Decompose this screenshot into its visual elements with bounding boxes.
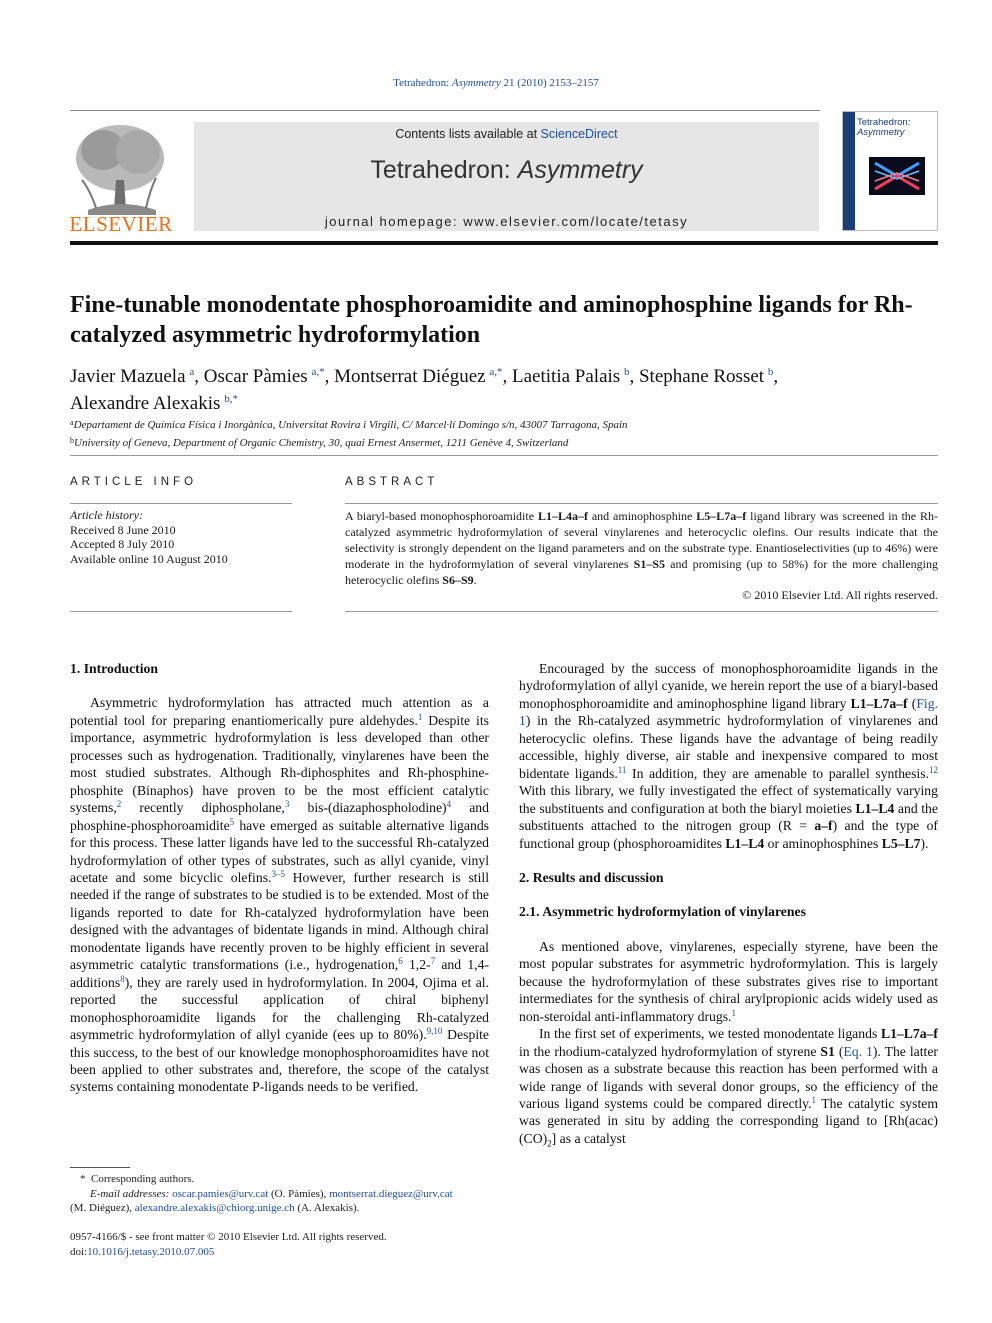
text-run: With this library, we fully investigated the effect of systematically varying the substituents and configuration at both the biaryl moieties xyxy=(519,783,938,816)
journal-title-plain: Tetrahedron: xyxy=(370,156,518,184)
author-name: Stephane Rosset xyxy=(638,366,765,387)
article-info-bottom-rule xyxy=(70,611,292,612)
text-run: recently diphospholane, xyxy=(121,800,285,816)
accepted-date: Accepted 8 July 2010 xyxy=(70,537,175,552)
text-run: bis-(diazaphospholodine) xyxy=(289,800,447,816)
text-run: ). The latter was chosen as a substrate because this reaction has been performed with a wide range of ligands with several donor groups, so the efficiency of the various ligand systems could be compared directly. xyxy=(519,1043,938,1111)
text-run: However, further research is still needed if the range of substrates to be studied is to be extended. Most of the ligands reported to date for Rh-catalyzed hydroformylation have been designed with the advantages of bidentate ligands in mind. Although chiral monodentate ligands have recently proven to be highly efficient in several asymmetric catalytic transformations (i.e., hydrogenation, xyxy=(70,869,489,973)
citation-reference[interactable]: 5 xyxy=(229,816,235,827)
cover-strip xyxy=(843,112,855,231)
doi-link[interactable]: 10.1016/j.tetasy.2010.07.005 xyxy=(87,1245,215,1258)
author-name: Oscar Pàmies xyxy=(203,366,308,387)
citation-reference[interactable]: 1 xyxy=(811,1094,817,1105)
page-footer xyxy=(70,1230,489,1259)
author-affiliation-mark[interactable]: a,* xyxy=(311,366,325,378)
citation-journal: Tetrahedron: xyxy=(393,77,452,89)
citation-reference[interactable]: 3–5 xyxy=(271,868,285,879)
text-run: The catalytic system was generated in situ by adding the corresponding ligand to [Rh(acac)(CO) xyxy=(519,1095,938,1146)
cover-title xyxy=(857,118,937,138)
cover-molecule-graphic-icon xyxy=(869,157,925,195)
contents-line xyxy=(194,127,819,141)
author-affiliation-mark[interactable]: a xyxy=(189,366,195,378)
left-column xyxy=(70,660,489,1096)
citation-reference[interactable]: 6 xyxy=(398,956,403,967)
corresponding-line xyxy=(70,1172,489,1187)
citation-reference[interactable]: 1 xyxy=(731,1007,736,1018)
text-run: Despite its importance, asymmetric hydroformylation is less developed than other processes such as hydrogenation. Traditionally, vinylarenes have been the most studied substrates. Although Rh-diphosphites and Rh-phosphine-phosphite (Binaphos) have proven to be the most efficient catalytic systems, xyxy=(70,712,489,816)
compound-label: a–f xyxy=(814,818,833,834)
doi-line xyxy=(70,1245,489,1260)
abstract-bold: S6–S9 xyxy=(442,573,474,587)
author-affiliation-mark[interactable]: a,* xyxy=(489,366,503,378)
online-date: Available online 10 August 2010 xyxy=(70,551,228,566)
journal-title-italic: Asymmetry xyxy=(517,156,643,184)
cover-title-line2: Asymmetry xyxy=(857,127,905,138)
text-run: and phosphine-phosphoroamidite xyxy=(70,800,489,833)
journal-homepage[interactable]: journal homepage: www.elsevier.com/locate/tetasy xyxy=(324,214,689,229)
journal-banner xyxy=(194,122,819,231)
email-link-dieguez[interactable]: montserrat.dieguez@urv.cat xyxy=(329,1187,453,1200)
journal-citation[interactable] xyxy=(0,77,992,89)
article-title: Fine-tunable monodentate phosphoroamidite and aminophosphine ligands for Rh-catalyzed asymmetric hydroformylation xyxy=(70,292,913,348)
email-line-2 xyxy=(70,1201,489,1216)
citation-journal-italic: Asymmetry xyxy=(451,77,501,89)
citation-reference[interactable]: 8 xyxy=(120,973,125,984)
text-run: and the substituents attached to the nitrogen group (R = xyxy=(519,800,938,834)
header-top-rule xyxy=(70,110,820,111)
citation-reference[interactable]: 7 xyxy=(430,956,436,967)
citation-reference[interactable]: 3 xyxy=(284,799,290,810)
introduction-paragraph xyxy=(70,694,489,1095)
results-paragraph xyxy=(519,1025,938,1153)
introduction-paragraph xyxy=(519,660,938,852)
abstract-run: A biaryl-based monophosphoroamidite xyxy=(345,509,538,523)
section-heading-results: 2. Results and discussion xyxy=(519,869,664,885)
author-affiliation-mark[interactable]: b xyxy=(767,366,774,378)
affiliation-mark: a xyxy=(70,418,74,427)
email-line xyxy=(70,1187,489,1202)
corresponding-label: Corresponding authors. xyxy=(91,1173,195,1185)
text-run: ). xyxy=(920,835,929,851)
article-info-label: ARTICLE INFO xyxy=(70,476,198,488)
section-rule xyxy=(70,455,938,456)
affiliations xyxy=(70,415,930,451)
figure-reference-link[interactable]: Eq. 1 xyxy=(843,1043,873,1059)
author-separator: , xyxy=(773,366,779,387)
corresponding-authors-footnote xyxy=(70,1172,489,1216)
affiliation-mark: b xyxy=(70,436,74,445)
doi-label: doi: xyxy=(70,1245,88,1258)
text-run: Despite this success, to the best of our knowledge monophosphoroamidites have not been applied to other substrates and, therefore, the scope of the catalyst systems containing monodentate P-ligands needs to be verified. xyxy=(70,1027,489,1095)
citation-reference[interactable]: 4 xyxy=(446,799,452,810)
compound-label: L1–L4 xyxy=(725,835,765,851)
text-run: ( xyxy=(834,1043,844,1059)
text-run: ) in the Rh-catalyzed asymmetric hydroformylation of vinylarenes and heterocyclic olefins. These ligands have the advantage of being readily accessible, highly diverse, air stable and inexpensive compared to most bidentate ligands. xyxy=(519,713,938,781)
author-name: Laetitia Palais xyxy=(512,366,621,387)
affiliation-text: Departament de Química Física i Inorgànica, Universitat Rovira i Virgili, C/ Marcel·lí Domingo s/n, 43007 Tarragona, Spain xyxy=(73,419,628,431)
abstract-run: and promising (up to 58%) for the more challenging heterocyclic olefins xyxy=(345,557,939,587)
issn-line: 0957-4166/$ - see front matter © 2010 Elsevier Ltd. All rights reserved. xyxy=(70,1231,387,1243)
abstract-label: ABSTRACT xyxy=(345,476,439,488)
abstract-run: ligand library was screened in the Rh-catalyzed asymmetric hydroformylation of several vinylarenes and heterocyclic olefins. Our results indicate that the selectivity is strongly dependent on the ligand parameters and on the substrate type. Enantioselectivities (up to 46%) were moderate in the hydroformylation of several vinylarenes xyxy=(345,509,938,571)
cover-page xyxy=(855,112,938,231)
journal-title xyxy=(194,156,819,185)
email-label: E-mail addresses: xyxy=(90,1187,173,1200)
history-label: Article history: xyxy=(70,508,143,522)
compound-label: L1–L4 xyxy=(855,800,895,816)
right-column xyxy=(519,660,938,1153)
author-list xyxy=(70,361,930,415)
cover-title-line1: Tetrahedron: xyxy=(857,117,911,128)
text-run: in the rhodium-catalyzed hydroformylation of styrene xyxy=(519,1043,821,1059)
footnote-rule xyxy=(70,1167,130,1168)
email-owner: (M. Diéguez), xyxy=(70,1202,135,1214)
text-run: ) and the type of functional group (phosphoroamidites xyxy=(519,818,938,851)
email-link-pamies[interactable]: oscar.pamies@urv.cat xyxy=(172,1187,269,1200)
header-thick-rule xyxy=(70,241,938,245)
text-run: As mentioned above, vinylarenes, especially styrene, have been the most popular substrates for asymmetric hydroformylation. This is largely because the hydroformylation of these substrates gives rise to important intermediates for the synthesis of chiral arylpropionic acids widely used as non-steroidal anti-inflammatory drugs. xyxy=(519,938,938,1024)
citation-reference[interactable]: 1 xyxy=(417,711,423,722)
citation-reference[interactable]: 11 xyxy=(617,764,627,775)
text-run: ), they are rarely used in hydroformylation. In 2004, Ojima et al. reported the successful application of chiral biphenyl monophosphoroamidite ligands for the challenging Rh-catalyzed asymmetric hydroformylation of allyl cyanide (ees up to 80%). xyxy=(70,974,489,1043)
citation-volume: 21 (2010) 2153–2157 xyxy=(500,77,599,89)
text-run: and 1,4-additions xyxy=(70,957,490,990)
compound-label: L1–L7a–f xyxy=(880,1026,938,1042)
subsection-heading-vinylarenes: 2.1. Asymmetric hydroformylation of vinylarenes xyxy=(519,904,806,920)
text-run: Encouraged by the success of monophosphoroamidite ligands in the hydroformylation of allyl cyanide, we herein report the use of a biaryl-based monophosphoroamidite and aminophosphine ligand library xyxy=(519,661,938,711)
author-separator: , xyxy=(324,366,335,387)
affiliation-text: University of Geneva, Department of Organic Chemistry, 30, quai Ernest Ansermet, 1211 Genève 4, Switzerland xyxy=(74,437,569,449)
text-run: 1,2- xyxy=(402,957,431,973)
text-run: have emerged as suitable alternative ligands for this process. These latter ligands have led to the successful Rh-catalyzed hydroformylation of other types of substrates, such as allyl cyanide, vinyl acetate and some bicyclic olefins. xyxy=(70,817,489,885)
journal-cover-thumbnail[interactable] xyxy=(842,111,938,231)
footnote-star: * xyxy=(80,1173,86,1185)
author-name: Javier Mazuela xyxy=(70,366,186,387)
abstract-copyright: © 2010 Elsevier Ltd. All rights reserved. xyxy=(742,588,938,602)
author-separator: , xyxy=(194,366,204,387)
contents-prefix: Contents lists available at xyxy=(395,127,541,141)
figure-reference-link[interactable]: Fig. 1 xyxy=(519,695,938,729)
email-owner: (O. Pàmies), xyxy=(268,1187,330,1200)
abstract-bold: S1–S5 xyxy=(633,557,666,571)
citation-reference[interactable]: 9,10 xyxy=(426,1026,443,1037)
article-info-top-rule xyxy=(70,503,292,504)
abstract-bottom-rule xyxy=(345,611,938,612)
subscript: 2 xyxy=(547,1138,552,1149)
author-name: Alexandre Alexakis xyxy=(70,393,221,414)
abstract-run: and aminophosphine xyxy=(587,509,697,523)
compound-label: S1 xyxy=(820,1043,835,1059)
compound-label: L5–L7 xyxy=(881,835,921,851)
compound-label: L1–L7a–f xyxy=(850,695,908,711)
elsevier-wordmark: ELSEVIER xyxy=(69,212,173,236)
text-run: In addition, they are amenable to parallel synthesis. xyxy=(626,765,929,781)
citation-reference[interactable]: 2 xyxy=(116,799,122,810)
citation-reference[interactable]: 12 xyxy=(929,764,938,775)
received-date: Received 8 June 2010 xyxy=(70,522,176,537)
text-run: or aminophosphines xyxy=(764,835,882,851)
abstract-run: . xyxy=(473,573,477,587)
affiliation-a xyxy=(70,415,930,433)
results-paragraph xyxy=(519,938,938,1025)
email-owner: (A. Alexakis). xyxy=(294,1202,360,1214)
text-run: ] as a catalyst xyxy=(551,1130,626,1146)
author-name: Montserrat Diéguez xyxy=(334,366,486,387)
text-run: ( xyxy=(907,695,917,711)
author-separator: , xyxy=(502,366,513,387)
abstract-text xyxy=(345,508,938,588)
article-history xyxy=(70,508,292,566)
abstract-bold: L5–L7a–f xyxy=(696,509,747,523)
author-separator: , xyxy=(629,366,639,387)
affiliation-b xyxy=(70,433,930,451)
sciencedirect-link[interactable]: ScienceDirect xyxy=(540,127,618,141)
text-run: Asymmetric hydroformylation has attracted much attention as a potential tool for preparing enantiomerically pure aldehydes. xyxy=(70,695,489,728)
abstract-bold: L1–L4a–f xyxy=(537,509,588,523)
abstract-top-rule xyxy=(345,503,938,504)
email-link-alexakis[interactable]: alexandre.alexakis@chiorg.unige.ch xyxy=(134,1202,295,1214)
author-affiliation-mark[interactable]: b xyxy=(623,366,630,378)
section-heading-introduction: 1. Introduction xyxy=(70,661,158,676)
author-affiliation-mark[interactable]: b,* xyxy=(224,393,238,405)
text-run: In the first set of experiments, we tested monodentate ligands xyxy=(539,1026,881,1042)
